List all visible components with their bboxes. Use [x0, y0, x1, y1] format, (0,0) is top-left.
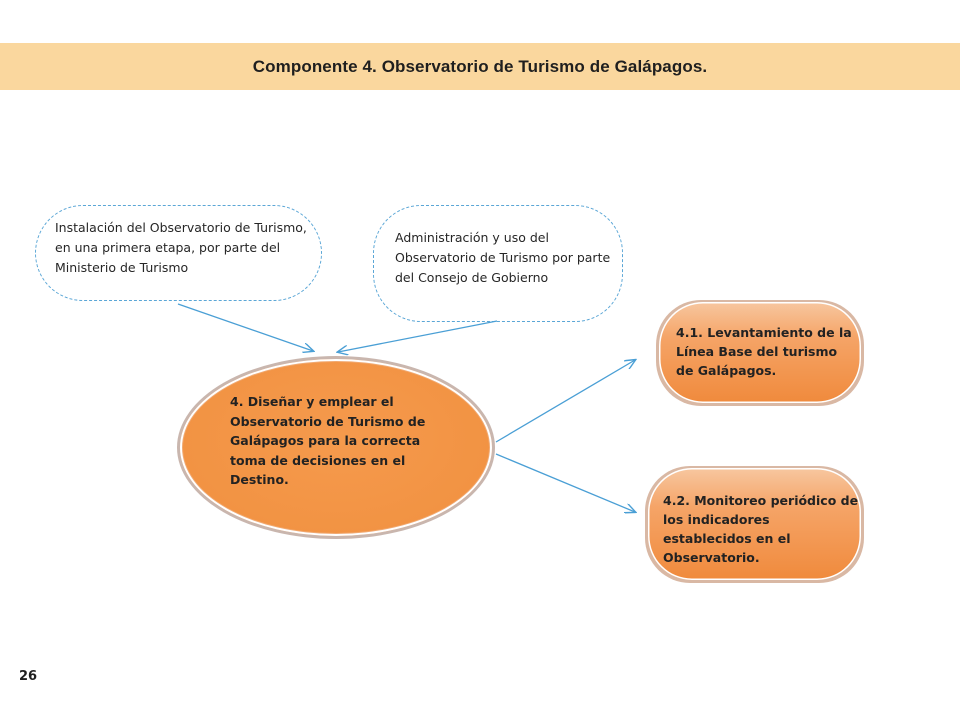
- arrow-center-to-monitoreo: [496, 454, 635, 512]
- page-title: Componente 4. Observatorio de Turismo de Galápagos.: [252, 56, 708, 76]
- input-text-ministerio: Instalación del Observatorio de Turismo, en una primera etapa, por parte del Ministerio de Turismo: [55, 220, 307, 275]
- input-text-consejo: Administración y uso del Observatorio de Turismo por parte del Consejo de Gobierno: [395, 230, 611, 285]
- output-text-linea-base: 4.1. Levantamiento de la Línea Base del turismo de Galápagos.: [676, 325, 852, 378]
- output-text-monitoreo: 4.2. Monitoreo periódico de los indicadores establecidos en el Observatorio.: [663, 493, 859, 565]
- arrow-consejo-to-center: [338, 321, 497, 352]
- center-objective-text: 4. Diseñar y emplear el Observatorio de Turismo de Galápagos para la correcta toma de decisiones en el Destino.: [230, 394, 426, 487]
- title-band: [0, 43, 960, 90]
- arrow-ministerio-to-center: [178, 304, 313, 351]
- page-number: 26: [19, 669, 38, 684]
- arrow-center-to-linea-base: [496, 360, 635, 442]
